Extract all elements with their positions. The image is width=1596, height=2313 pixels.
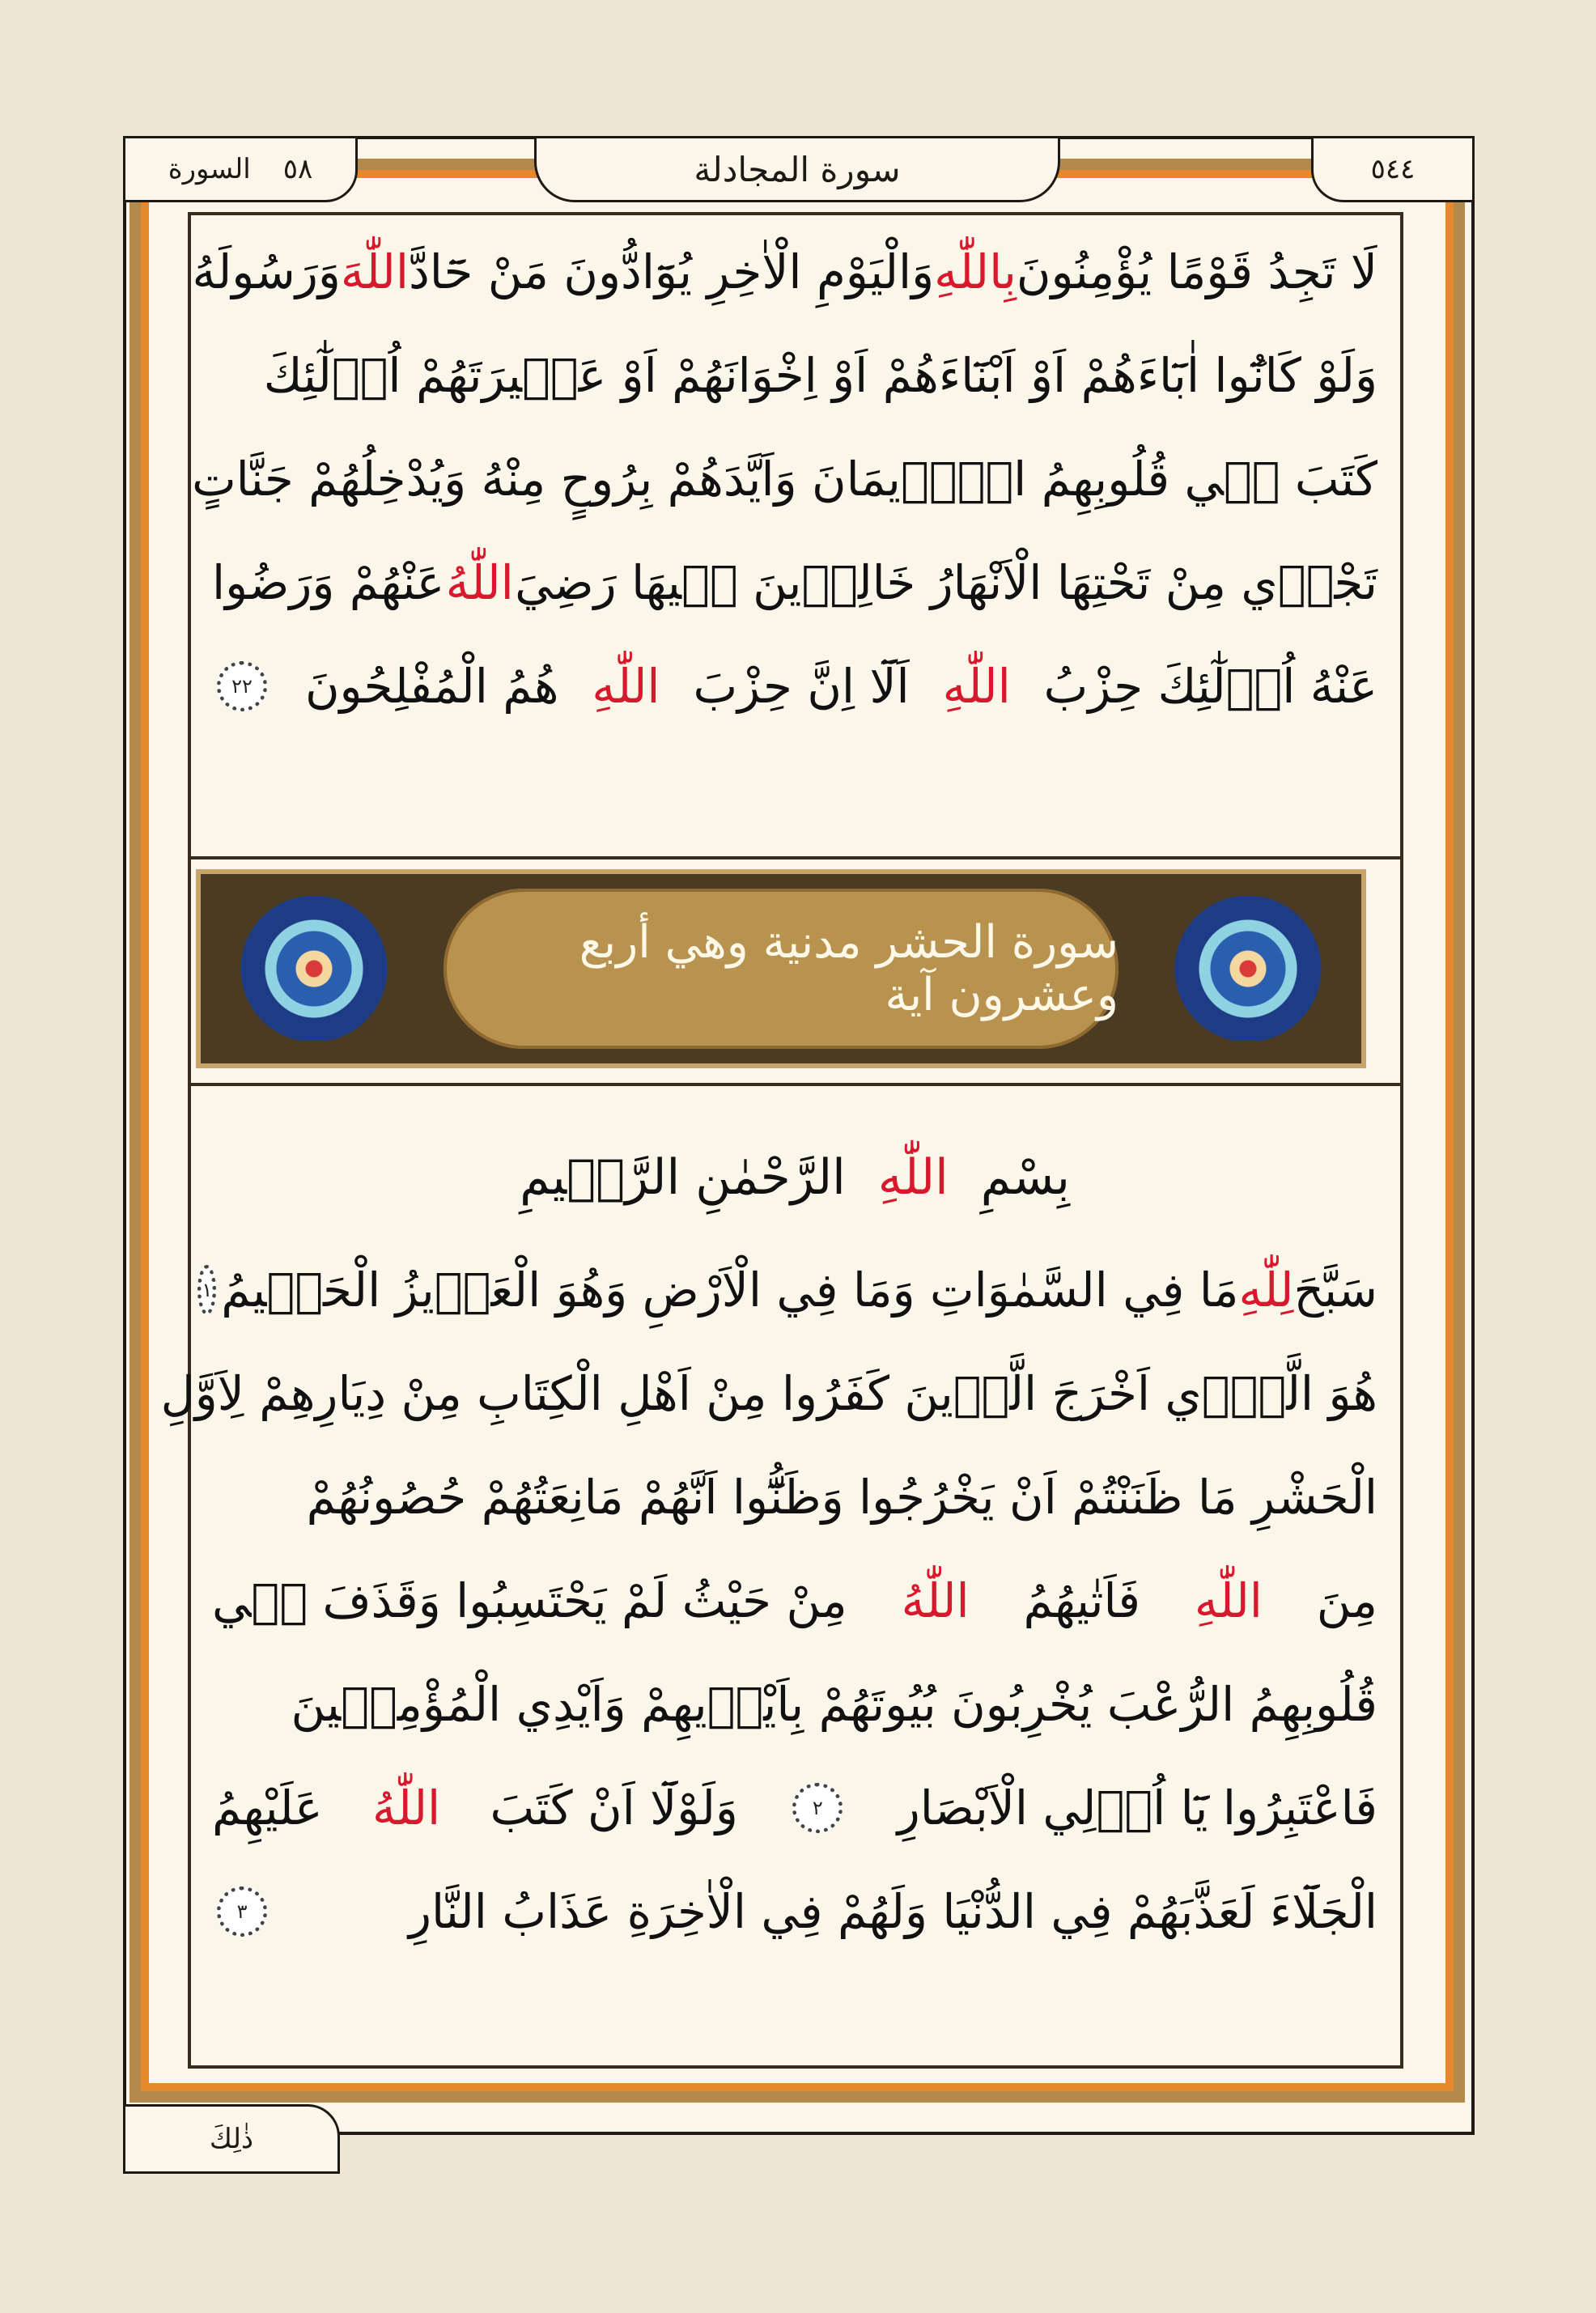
- surah-label: السورة: [168, 153, 251, 185]
- surah-title: سورة الحشر مدنية وهي أربع وعشرون آية: [444, 889, 1118, 1049]
- verse-line: فَاعْتَبِرُوا يَٓا اُو۬لِي الْاَبْصَارِ ٢ وَلَوْلَٓا اَنْ كَتَبَ اللّٰهُ عَلَيْهِمُ: [212, 1780, 1377, 1836]
- verse-line: وَلَوْ كَانُٓوا اٰبَٓاءَهُمْ اَوْ اَبْنَٓاءَهُمْ اَوْ اِخْوَانَهُمْ اَوْ عَش۪يرَتَهُمْ اُو۬لٰٓئِكَ: [263, 348, 1377, 403]
- surah-number: ٥٨: [282, 153, 313, 185]
- verse-line: الْجَلَٓاءَ لَعَذَّبَهُمْ فِي الدُّنْيَا وَلَهُمْ فِي الْاٰخِرَةِ عَذَابُ النَّارِ ٣: [212, 1860, 1377, 1963]
- catchword-box: [123, 2104, 340, 2174]
- verse-line: قُلُوبِهِمُ الرُّعْبَ يُخْرِبُونَ بُيُوتَهُمْ بِاَيْد۪يهِمْ وَاَيْدِي الْمُؤْمِن۪ينَ: [291, 1677, 1377, 1732]
- verse-line: سَبَّحَ لِلّٰهِ مَا فِي السَّمٰوَاتِ وَمَا فِي الْاَرْضِ وَهُوَ الْعَز۪يزُ الْحَك۪يمُ ١: [212, 1238, 1377, 1342]
- verse-line: لَا تَجِدُ قَوْمًا يُؤْمِنُونَ بِاللّٰهِ وَالْيَوْمِ الْاٰخِرِ يُوَٓادُّونَ مَنْ حَٓادَّ اللّٰهَ وَرَسُولَهُ: [192, 244, 1377, 299]
- verses-section-1: [192, 220, 1377, 738]
- surah-name-box: [534, 136, 1060, 202]
- divine-name: اللّٰهِ: [877, 1149, 949, 1206]
- divine-name: اللّٰهِ: [942, 659, 1011, 714]
- ayah-number-marker: ٣: [217, 1886, 267, 1937]
- ornament-medallion-icon: [217, 897, 411, 1041]
- divine-name: اللّٰهُ: [372, 1780, 441, 1836]
- ayah-number-marker: ٢: [792, 1783, 843, 1833]
- page-number-box: [1311, 136, 1475, 202]
- verse-line: عَنْهُ اُو۬لٰٓئِكَ حِزْبُ اللّٰهِ اَلَٓا اِنَّ حِزْبَ اللّٰهِ هُمُ الْمُفْلِحُونَ ٢٢: [212, 634, 1377, 738]
- verse-line: تَجْر۪ي مِنْ تَحْتِهَا الْاَنْهَارُ خَالِد۪ينَ ف۪يهَا رَضِيَ اللّٰهُ عَنْهُمْ وَرَضُوا: [212, 555, 1377, 610]
- verse-line: هُوَ الَّذ۪ٓي اَخْرَجَ الَّذ۪ينَ كَفَرُوا مِنْ اَهْلِ الْكِتَابِ مِنْ دِيَارِهِمْ لِاَوَّلِ: [160, 1366, 1377, 1421]
- basmala: بِسْمِ اللّٰهِ الرَّحْمٰنِ الرَّح۪يمِ: [520, 1149, 1070, 1206]
- divine-name: اللّٰهَ: [340, 244, 409, 299]
- verse-line: الْحَشْرِ مَا ظَنَنْتُمْ اَنْ يَخْرُجُوا وَظَنُّٓوا اَنَّهُمْ مَانِعَتُهُمْ حُصُونُهُمْ: [306, 1470, 1377, 1525]
- verse-line: مِنَ اللّٰهِ فَاَتٰيهُمُ اللّٰهُ مِنْ حَيْثُ لَمْ يَحْتَسِبُوا وَقَذَفَ ف۪ي: [212, 1573, 1377, 1628]
- divine-name: اللّٰهِ: [1194, 1573, 1263, 1628]
- divine-name: لِلّٰهِ: [1238, 1263, 1294, 1318]
- surah-number-box: [123, 136, 358, 202]
- verse-line: كَتَبَ ف۪ي قُلُوبِهِمُ الْا۪يمَانَ وَاَيَّدَهُمْ بِرُوحٍ مِنْهُ وَيُدْخِلُهُمْ جَنَّاتٍ: [192, 452, 1377, 507]
- page-number: ٥٤٤: [1370, 153, 1416, 185]
- surah-name: سورة المجادلة: [694, 149, 901, 189]
- divine-name: اللّٰهُ: [445, 555, 514, 610]
- surah-title-banner: [196, 869, 1366, 1068]
- ornament-medallion-icon: [1151, 897, 1345, 1041]
- catchword: ذٰلِكَ: [209, 2123, 254, 2155]
- ayah-number-marker: ١: [197, 1265, 216, 1315]
- divine-name: اللّٰهُ: [901, 1573, 970, 1628]
- divider: [188, 856, 1403, 859]
- divine-name: بِاللّٰهِ: [934, 244, 1017, 299]
- divider: [188, 1083, 1403, 1086]
- divine-name: اللّٰهِ: [592, 659, 660, 714]
- verses-section-2: [160, 1238, 1377, 1963]
- ayah-number-marker: ٢٢: [217, 661, 267, 711]
